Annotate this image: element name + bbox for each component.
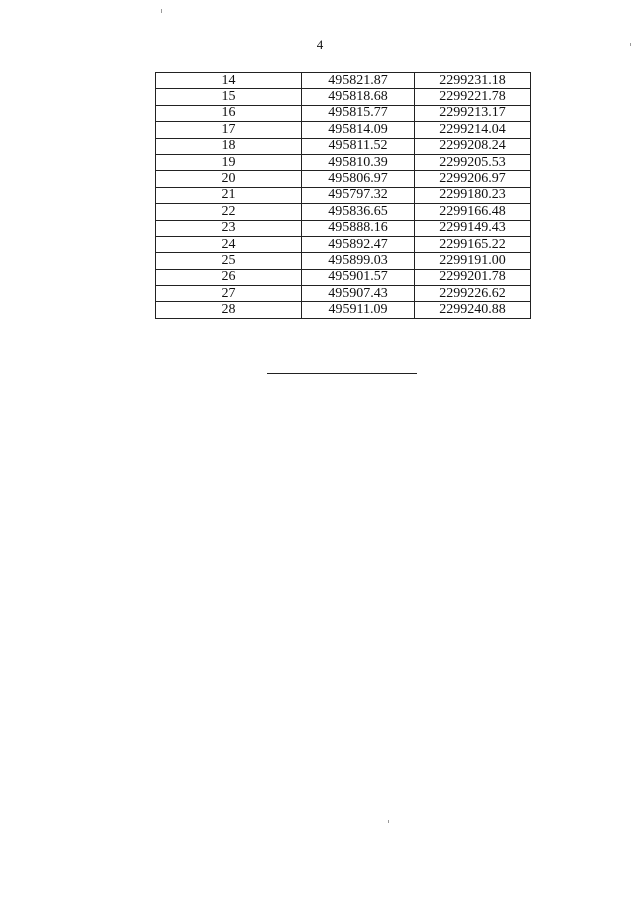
point-number-cell: 27 [156,286,302,302]
x-coordinate-cell: 495888.16 [302,220,415,236]
coordinates-table-body [156,73,531,319]
x-coordinate-cell: 495892.47 [302,236,415,252]
table-row [156,73,531,89]
table-row [156,122,531,138]
table-row [156,302,531,318]
point-number-cell: 28 [156,302,302,318]
x-coordinate-cell: 495814.09 [302,122,415,138]
point-number-cell: 24 [156,236,302,252]
y-coordinate-cell: 2299205.53 [415,154,531,170]
y-coordinate-cell: 2299214.04 [415,122,531,138]
y-coordinate-cell: 2299166.48 [415,204,531,220]
y-coordinate-cell: 2299149.43 [415,220,531,236]
y-coordinate-cell: 2299180.23 [415,187,531,203]
x-coordinate-cell: 495806.97 [302,171,415,187]
scan-speck [630,43,631,46]
y-coordinate-cell: 2299231.18 [415,73,531,89]
point-number-cell: 21 [156,187,302,203]
point-number-cell: 17 [156,122,302,138]
y-coordinate-cell: 2299206.97 [415,171,531,187]
x-coordinate-cell: 495907.43 [302,286,415,302]
y-coordinate-cell: 2299221.78 [415,89,531,105]
point-number-cell: 22 [156,204,302,220]
point-number-cell: 19 [156,154,302,170]
y-coordinate-cell: 2299191.00 [415,253,531,269]
table-row [156,204,531,220]
y-coordinate-cell: 2299226.62 [415,286,531,302]
table-row [156,187,531,203]
table-row [156,220,531,236]
table-row [156,286,531,302]
scan-speck [161,9,162,13]
table-row [156,89,531,105]
end-of-document-rule [267,373,417,374]
table-row [156,105,531,121]
point-number-cell: 15 [156,89,302,105]
table-row [156,236,531,252]
y-coordinate-cell: 2299201.78 [415,269,531,285]
x-coordinate-cell: 495901.57 [302,269,415,285]
x-coordinate-cell: 495836.65 [302,204,415,220]
x-coordinate-cell: 495797.32 [302,187,415,203]
table-row [156,253,531,269]
y-coordinate-cell: 2299213.17 [415,105,531,121]
table-row [156,138,531,154]
x-coordinate-cell: 495818.68 [302,89,415,105]
x-coordinate-cell: 495899.03 [302,253,415,269]
point-number-cell: 23 [156,220,302,236]
point-number-cell: 26 [156,269,302,285]
x-coordinate-cell: 495815.77 [302,105,415,121]
x-coordinate-cell: 495810.39 [302,154,415,170]
y-coordinate-cell: 2299240.88 [415,302,531,318]
table-row [156,171,531,187]
y-coordinate-cell: 2299208.24 [415,138,531,154]
point-number-cell: 16 [156,105,302,121]
point-number-cell: 18 [156,138,302,154]
y-coordinate-cell: 2299165.22 [415,236,531,252]
point-number-cell: 14 [156,73,302,89]
page-number: 4 [316,37,324,52]
table-row [156,269,531,285]
table-row [156,154,531,170]
point-number-cell: 20 [156,171,302,187]
scan-speck [388,820,389,823]
x-coordinate-cell: 495811.52 [302,138,415,154]
x-coordinate-cell: 495821.87 [302,73,415,89]
x-coordinate-cell: 495911.09 [302,302,415,318]
point-number-cell: 25 [156,253,302,269]
coordinates-table [155,72,531,319]
